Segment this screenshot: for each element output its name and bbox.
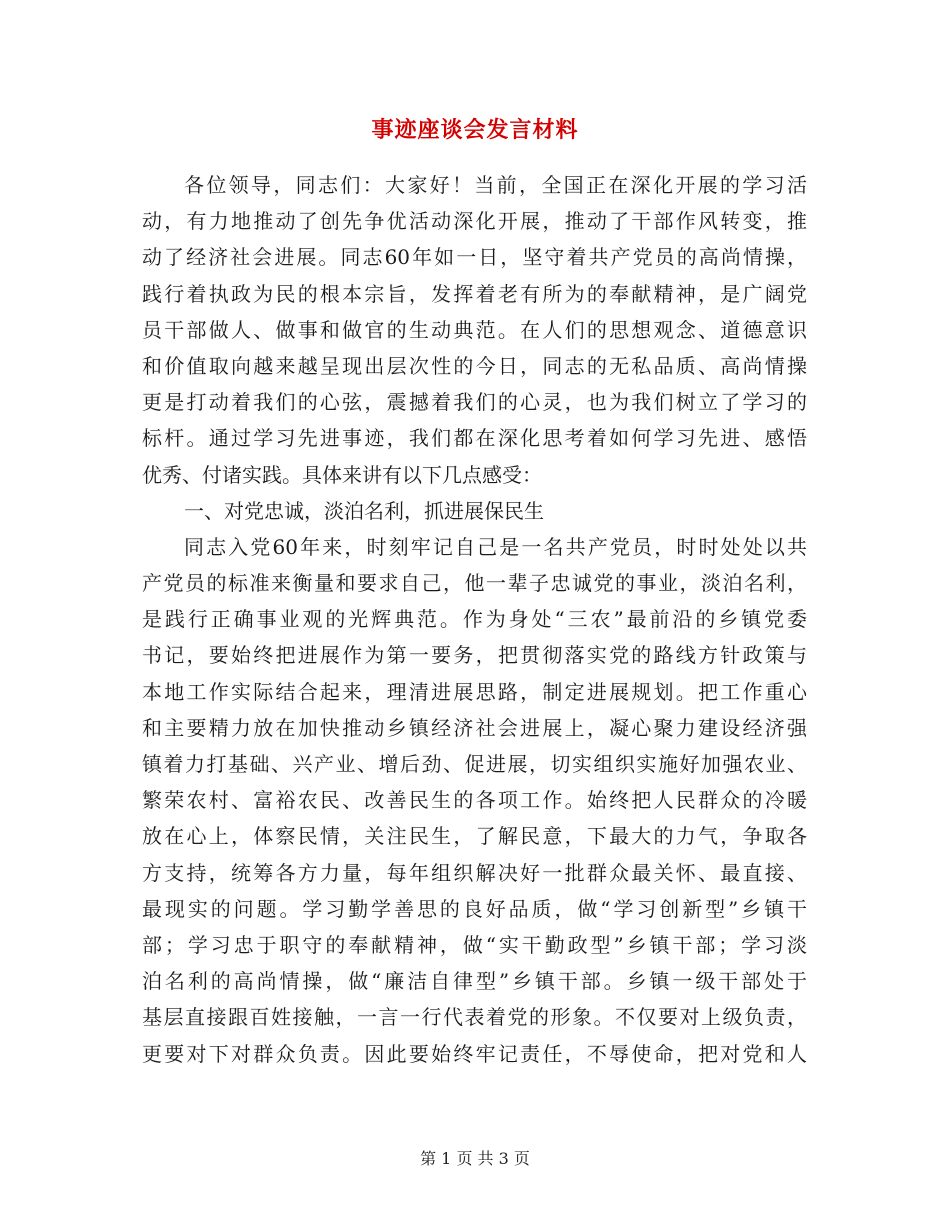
paragraph-line: 放在心上，体察民情，关注民生，了解民意，下最大的力气，争取各 [142, 824, 807, 849]
paragraph-line: 产党员的标准来衡量和要求自己，他一辈子忠诚党的事业，淡泊名利， [142, 571, 807, 596]
paragraph-line: 繁荣农村、富裕农民、改善民生的各项工作。始终把人民群众的冷暖 [142, 788, 807, 813]
paragraph-line: 动，有力地推动了创先争优活动深化开展，推动了干部作风转变，推 [142, 209, 807, 234]
paragraph-line: 泊名利的高尚情操，做“廉洁自律型”乡镇干部。乡镇一级干部处于 [142, 969, 807, 994]
paragraph-line: 最现实的问题。学习勤学善思的良好品质，做“学习创新型”乡镇干 [142, 896, 807, 921]
document-title: 事迹座谈会发言材料 [371, 117, 579, 143]
page-footer: 第 1 页 共 3 页 [420, 1149, 530, 1168]
document-body [142, 167, 807, 1072]
paragraph-line: 镇着力打基础、兴产业、增后劲、促进展，切实组织实施好加强农业、 [142, 752, 807, 776]
paragraph-line: 同志入党60年来，时刻牢记自己是一名共产党员，时时处处以共 [184, 534, 807, 559]
paragraph-line: 部；学习忠于职守的奉献精神，做“实干勤政型”乡镇干部；学习淡 [142, 932, 807, 957]
paragraph-line: 标杆。通过学习先进事迹，我们都在深化思考着如何学习先进、感悟 [142, 426, 807, 451]
paragraph-line: 方支持，统筹各方力量，每年组织解决好一批群众最关怀、最直接、 [142, 860, 807, 885]
paragraph-line: 更要对下对群众负责。因此要始终牢记责任，不辱使命，把对党和人 [142, 1041, 807, 1066]
paragraph-line: 本地工作实际结合起来，理清进展思路，制定进展规划。把工作重心 [142, 679, 807, 704]
paragraph-line: 各位领导，同志们：大家好！当前，全国正在深化开展的学习活 [184, 173, 807, 197]
paragraph-line: 践行着执政为民的根本宗旨，发挥着老有所为的奉献精神，是广阔党 [142, 281, 807, 306]
section-heading: 一、对党忠诚，淡泊名利，抓进展保民生 [184, 498, 544, 523]
paragraph-line: 更是打动着我们的心弦，震撼着我们的心灵，也为我们树立了学习的 [142, 390, 807, 415]
paragraph-line: 优秀、付诸实践。具体来讲有以下几点感受： [142, 462, 542, 487]
paragraph-line: 和价值取向越来越呈现出层次性的今日，同志的无私品质、高尚情操 [142, 353, 807, 378]
paragraph-line: 基层直接跟百姓接触，一言一行代表着党的形象。不仅要对上级负责， [142, 1005, 807, 1030]
paragraph-line: 动了经济社会进展。同志60年如一日，坚守着共产党员的高尚情操， [142, 245, 807, 270]
paragraph-line: 员干部做人、做事和做官的生动典范。在人们的思想观念、道德意识 [142, 317, 807, 342]
paragraph-line: 是践行正确事业观的光辉典范。作为身处“三农”最前沿的乡镇党委 [142, 607, 807, 632]
paragraph-line: 和主要精力放在加快推动乡镇经济社会进展上，凝心聚力建设经济强 [142, 715, 807, 740]
paragraph-line: 书记，要始终把进展作为第一要务，把贯彻落实党的路线方针政策与 [142, 643, 807, 668]
